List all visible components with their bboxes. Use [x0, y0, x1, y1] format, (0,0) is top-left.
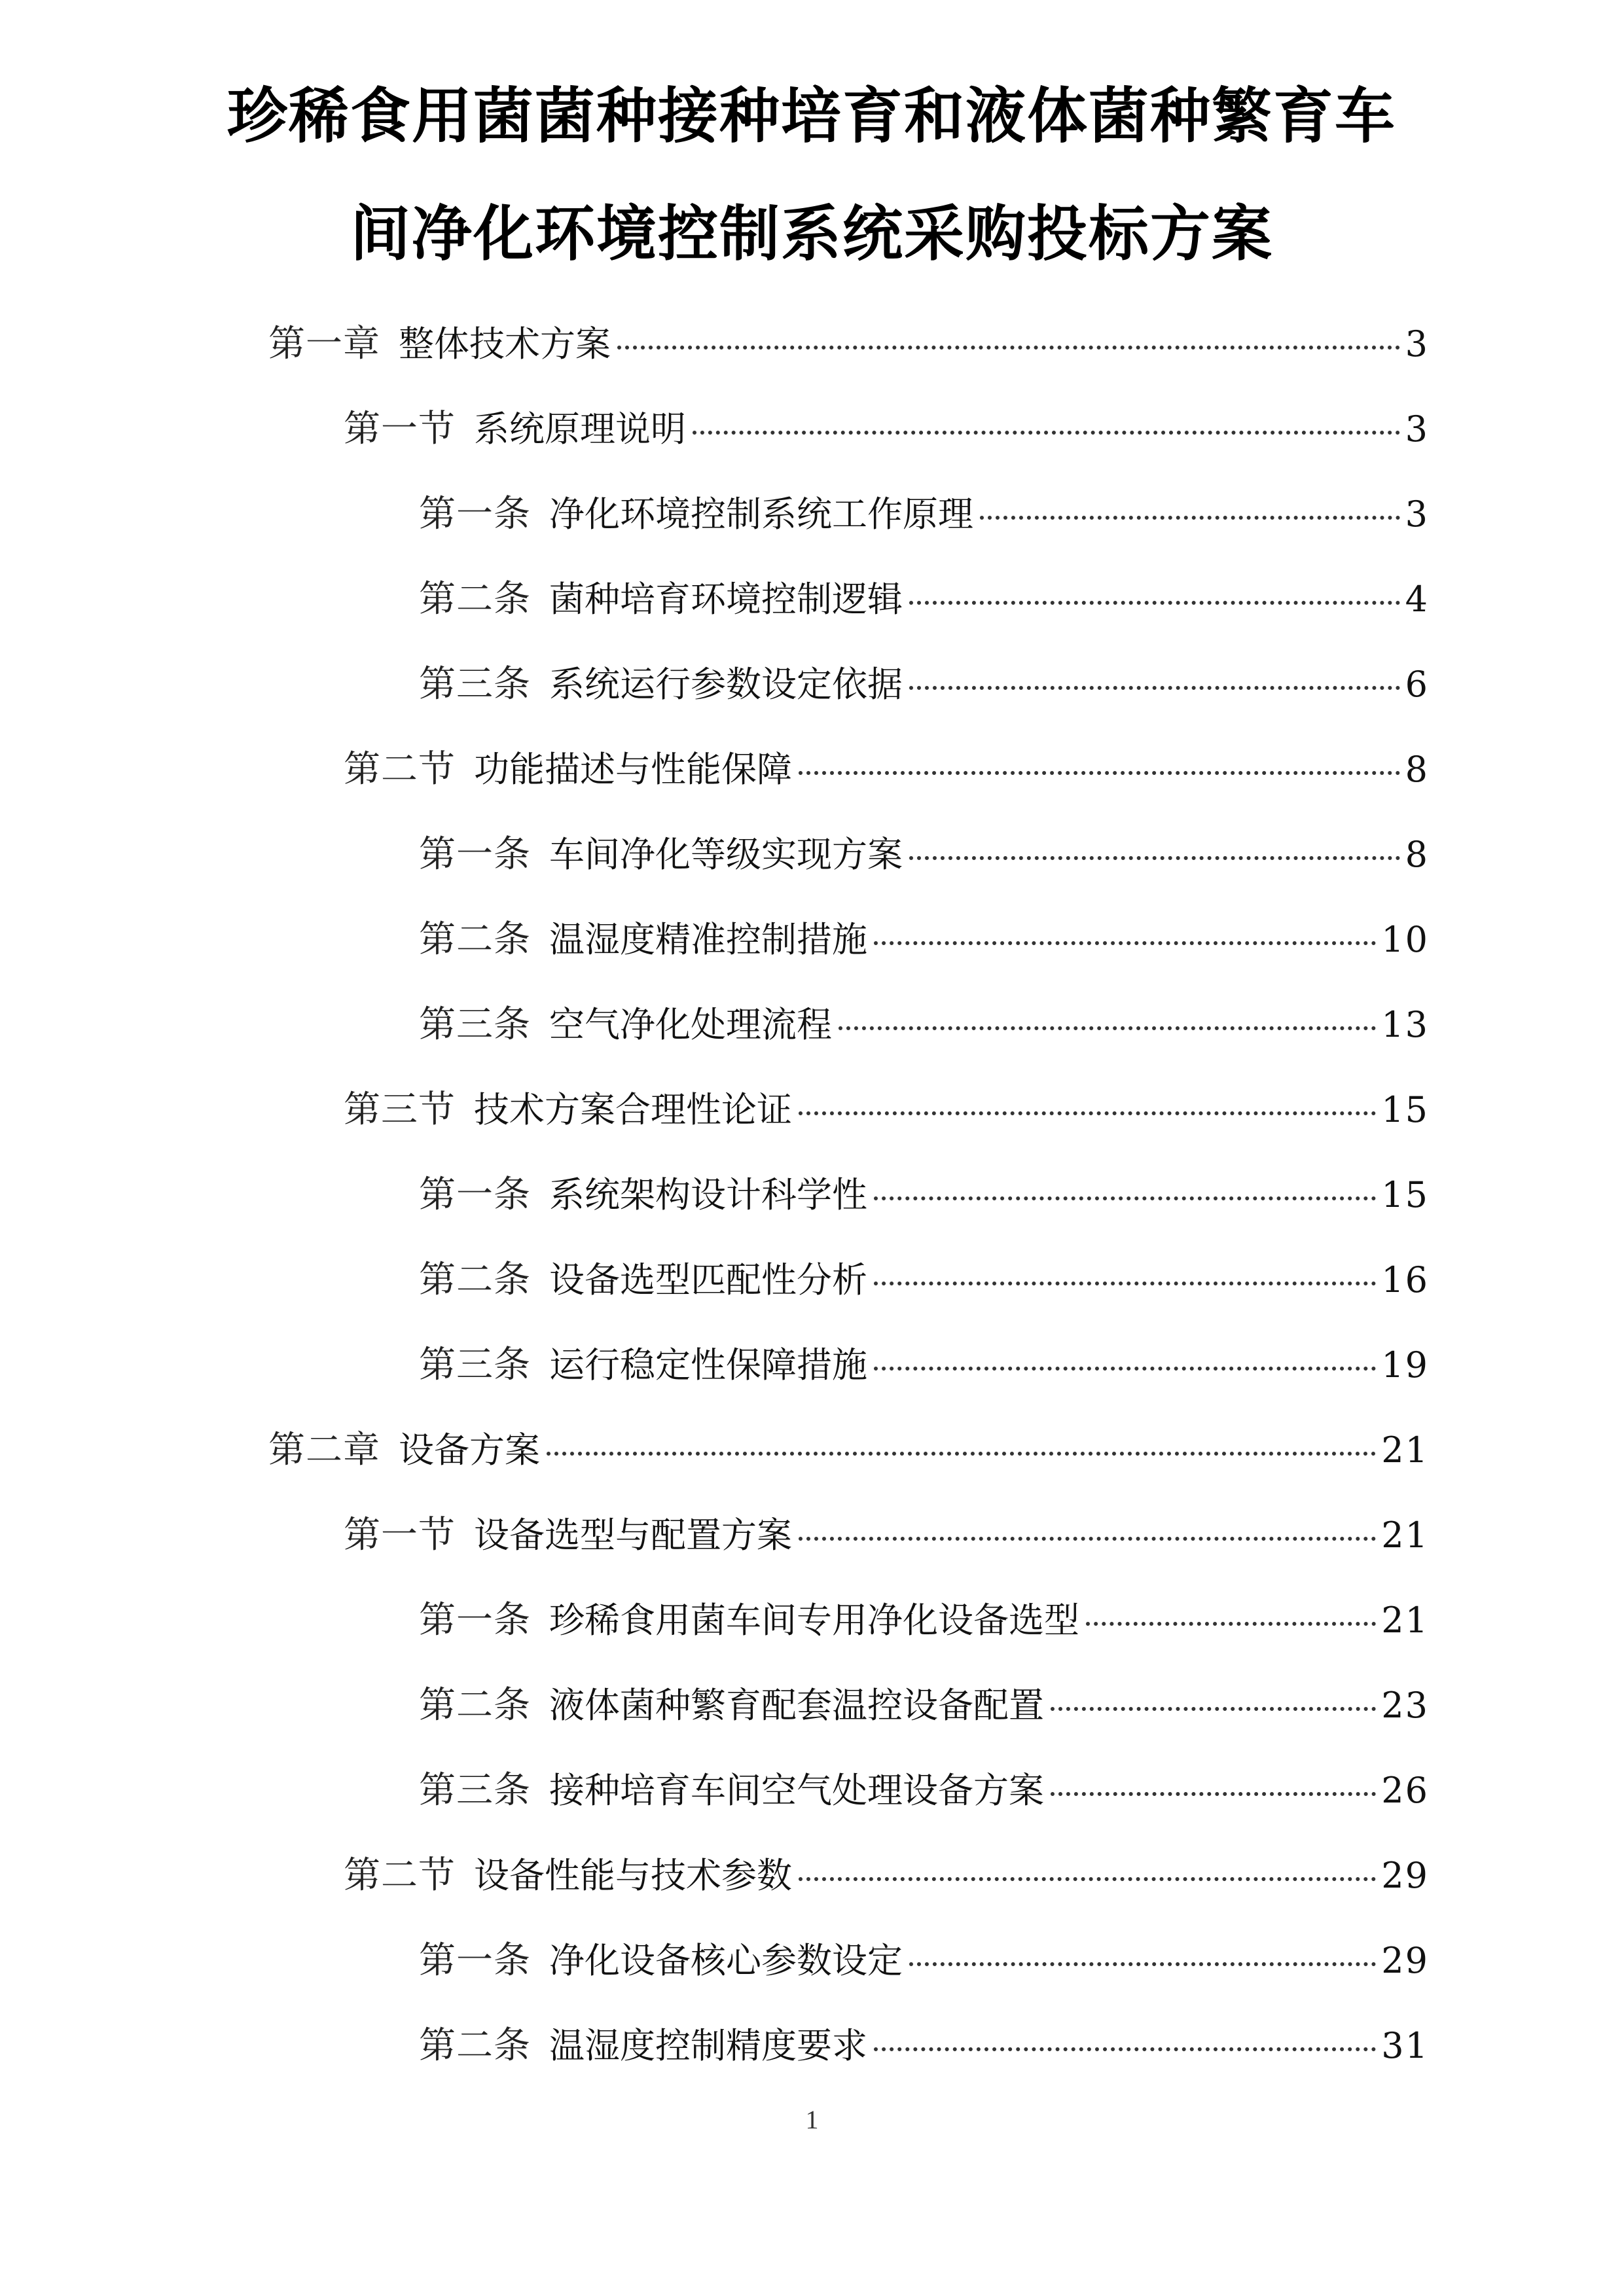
toc-entry[interactable] — [419, 1257, 1429, 1304]
toc-entry-number: 第二节 — [344, 748, 456, 791]
toc-dot-leader — [693, 431, 1400, 435]
toc-entry-title: 接种培育车间空气处理设备方案 — [549, 1770, 1044, 1811]
toc-dot-leader — [1051, 1707, 1376, 1711]
toc-entry-number: 第一节 — [344, 1514, 456, 1556]
toc-entry[interactable] — [344, 746, 1429, 793]
toc-entry[interactable] — [419, 2022, 1429, 2070]
toc-dot-leader — [547, 1452, 1376, 1456]
toc-entry-page: 23 — [1381, 1685, 1429, 1726]
toc-entry-title: 液体菌种繁育配套温控设备配置 — [549, 1685, 1044, 1726]
toc-entry-title: 菌种培育环境控制逻辑 — [549, 579, 903, 620]
toc-dot-leader — [874, 1282, 1376, 1285]
toc-entry-number: 第二条 — [419, 918, 531, 961]
toc-dot-leader — [799, 771, 1400, 775]
toc-entry-page: 29 — [1381, 1855, 1429, 1896]
toc-entry[interactable] — [268, 1427, 1429, 1474]
document-title-line-2: 间净化环境控制系统采购投标方案 — [350, 199, 1273, 269]
toc-entry-title: 设备方案 — [399, 1429, 540, 1471]
toc-entry-title: 系统运行参数设定依据 — [549, 664, 903, 705]
toc-entry[interactable] — [344, 1086, 1429, 1134]
toc-entry-number: 第三条 — [419, 1769, 531, 1812]
toc-dot-leader — [839, 1026, 1376, 1030]
toc-entry[interactable] — [419, 491, 1429, 538]
toc-entry-page: 3 — [1405, 323, 1429, 365]
toc-dot-leader — [799, 1877, 1376, 1881]
toc-entry-page: 21 — [1381, 1429, 1429, 1471]
toc-dot-leader — [980, 516, 1400, 520]
toc-entry-number: 第三条 — [419, 663, 531, 706]
toc-entry-title: 设备性能与技术参数 — [474, 1855, 792, 1896]
toc-entry-page: 3 — [1405, 408, 1429, 450]
toc-entry[interactable] — [419, 1767, 1429, 1814]
toc-entry-number: 第二条 — [419, 578, 531, 620]
toc-entry-number: 第二节 — [344, 1854, 456, 1897]
toc-entry-number: 第一条 — [419, 1939, 531, 1982]
toc-entry-page: 16 — [1381, 1259, 1429, 1300]
toc-entry-title: 净化设备核心参数设定 — [549, 1940, 903, 1981]
toc-entry[interactable] — [419, 576, 1429, 623]
toc-entry-page: 21 — [1381, 1515, 1429, 1556]
toc-dot-leader — [1086, 1622, 1376, 1626]
toc-entry-number: 第二条 — [419, 1684, 531, 1727]
toc-entry-page: 6 — [1405, 664, 1429, 705]
toc-entry[interactable] — [344, 1852, 1429, 1899]
toc-dot-leader — [874, 1196, 1376, 1200]
toc-dot-leader — [909, 856, 1400, 860]
toc-entry-title: 设备选型与配置方案 — [474, 1515, 792, 1556]
toc-entry[interactable] — [419, 1342, 1429, 1389]
toc-dot-leader — [1051, 1792, 1376, 1796]
toc-entry-page: 10 — [1381, 919, 1429, 960]
page-number: 1 — [805, 2105, 819, 2134]
toc-dot-leader — [909, 601, 1400, 605]
toc-entry-number: 第二条 — [419, 2024, 531, 2067]
toc-dot-leader — [874, 1367, 1376, 1371]
toc-entry[interactable] — [268, 321, 1429, 368]
toc-entry[interactable] — [419, 1937, 1429, 1984]
toc-dot-leader — [799, 1111, 1376, 1115]
toc-dot-leader — [874, 2047, 1376, 2051]
toc-entry-number: 第三节 — [344, 1088, 456, 1131]
toc-entry-title: 系统架构设计科学性 — [549, 1174, 867, 1215]
toc-dot-leader — [909, 686, 1400, 690]
toc-entry-number: 第二条 — [419, 1259, 531, 1301]
toc-dot-leader — [799, 1537, 1376, 1541]
toc-dot-leader — [874, 941, 1376, 945]
toc-entry[interactable] — [419, 661, 1429, 708]
toc-entry-title: 净化环境控制系统工作原理 — [549, 493, 973, 535]
toc-entry-title: 温湿度精准控制措施 — [549, 919, 867, 960]
toc-entry-page: 8 — [1405, 834, 1429, 875]
toc-entry-number: 第三条 — [419, 1003, 531, 1046]
toc-entry[interactable] — [344, 406, 1429, 453]
toc-entry-number: 第一条 — [419, 1599, 531, 1641]
toc-entry-title: 功能描述与性能保障 — [474, 749, 792, 790]
toc-entry-number: 第二章 — [268, 1429, 380, 1471]
toc-dot-leader — [617, 346, 1400, 350]
toc-entry[interactable] — [419, 1682, 1429, 1729]
document-title-line-1: 珍稀食用菌菌种接种培育和液体菌种繁育车 — [226, 81, 1396, 151]
toc-entry-page: 26 — [1381, 1770, 1429, 1811]
toc-entry-number: 第三条 — [419, 1344, 531, 1386]
toc-entry-number: 第一章 — [268, 323, 380, 365]
toc-entry-title: 技术方案合理性论证 — [474, 1089, 792, 1130]
toc-entry[interactable] — [419, 916, 1429, 963]
toc-entry-number: 第一条 — [419, 1174, 531, 1216]
toc-entry-page: 4 — [1405, 579, 1429, 620]
toc-entry-page: 15 — [1381, 1174, 1429, 1215]
toc-entry-title: 珍稀食用菌车间专用净化设备选型 — [549, 1600, 1079, 1641]
toc-dot-leader — [909, 1962, 1376, 1966]
toc-entry-page: 3 — [1405, 493, 1429, 535]
toc-entry[interactable] — [344, 1512, 1429, 1559]
toc-entry-title: 整体技术方案 — [399, 323, 611, 365]
toc-entry-title: 车间净化等级实现方案 — [549, 834, 903, 875]
toc-entry-title: 系统原理说明 — [474, 408, 686, 450]
toc-entry-number: 第一条 — [419, 833, 531, 876]
toc-entry-title: 设备选型匹配性分析 — [549, 1259, 867, 1300]
toc-entry-number: 第一条 — [419, 493, 531, 535]
toc-entry-page: 29 — [1381, 1940, 1429, 1981]
toc-entry-title: 温湿度控制精度要求 — [549, 2025, 867, 2066]
toc-entry-title: 运行稳定性保障措施 — [549, 1344, 867, 1386]
toc-entry-page: 13 — [1381, 1004, 1429, 1045]
toc-entry-page: 15 — [1381, 1089, 1429, 1130]
toc-entry[interactable] — [419, 1172, 1429, 1219]
toc-entry[interactable] — [419, 1597, 1429, 1644]
toc-entry-page: 21 — [1381, 1600, 1429, 1641]
toc-entry-page: 19 — [1381, 1344, 1429, 1386]
toc-entry[interactable] — [419, 1001, 1429, 1049]
toc-entry-page: 8 — [1405, 749, 1429, 790]
toc-entry-title: 空气净化处理流程 — [549, 1004, 832, 1045]
toc-entry-number: 第一节 — [344, 408, 456, 450]
toc-entry-page: 31 — [1381, 2025, 1429, 2066]
toc-entry[interactable] — [419, 831, 1429, 878]
